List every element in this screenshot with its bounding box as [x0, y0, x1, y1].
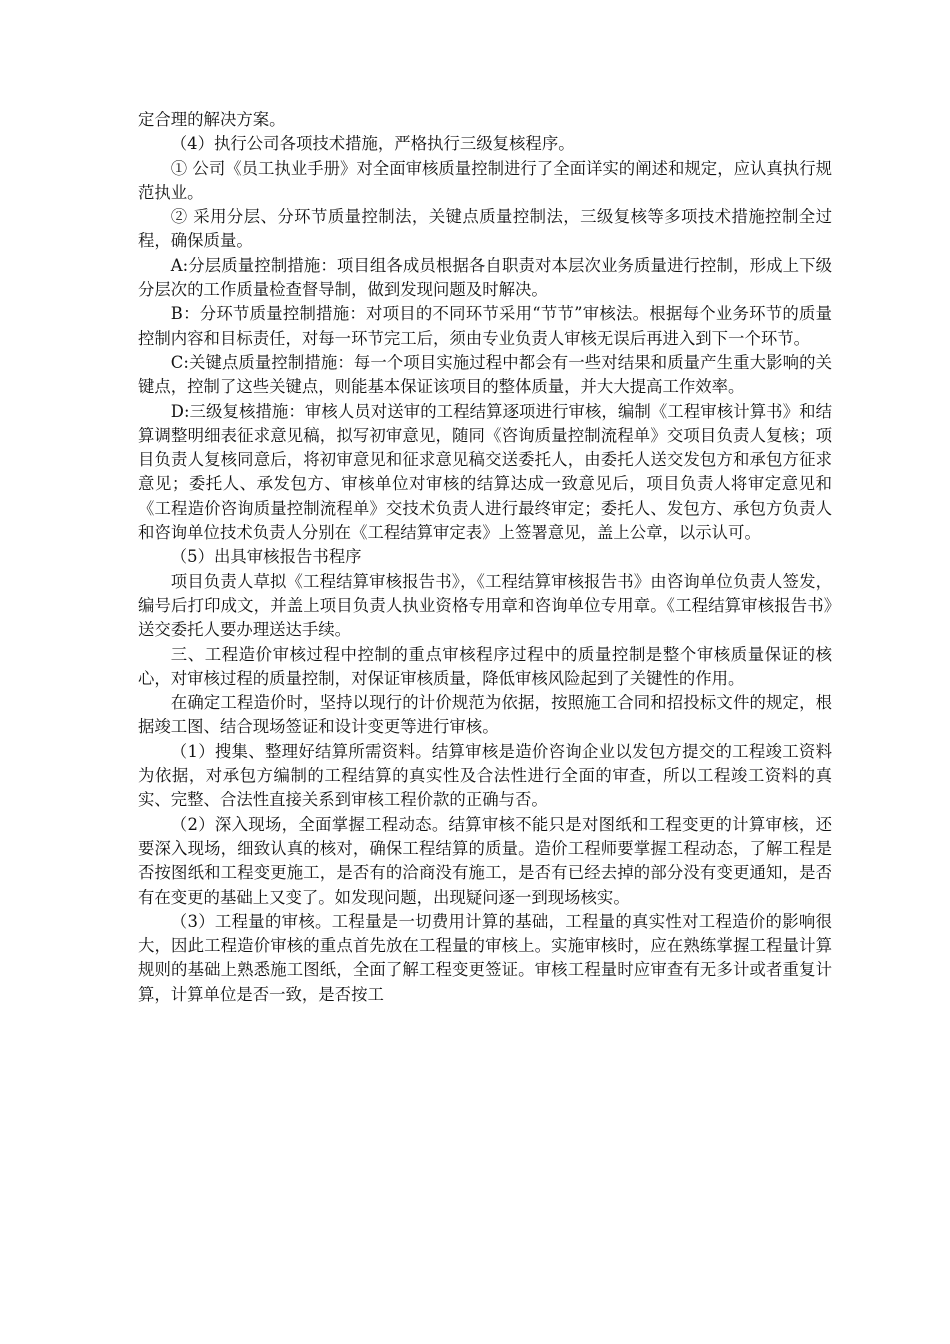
paragraph-4: ② 采用分层、分环节质量控制法，关键点质量控制法，三级复核等多项技术措施控制全过程，确保质量。 [138, 207, 832, 251]
document-body [138, 108, 832, 1007]
paragraph-12: 在确定工程造价时，坚持以现行的计价规范为依据，按照施工合同和招投标文件的规定，根据竣工图、结合现场签证和设计变更等进行审核。 [138, 693, 832, 737]
paragraph-13: （1）搜集、整理好结算所需资料。结算审核是造价咨询企业以发包方提交的工程竣工资料为依据，对承包方编制的工程结算的真实性及合法性进行全面的审查，所以工程竣工资料的真实、完整、合法性直接关系到审核工程价款的正确与否。 [138, 741, 832, 810]
paragraph-5: A:分层质量控制措施：项目组各成员根据各自职责对本层次业务质量进行控制，形成上下级分层次的工作质量检查督导制，做到发现问题及时解决。 [138, 255, 832, 300]
paragraph-1: 定合理的解决方案。 [138, 110, 286, 129]
paragraph-9: （5）出具审核报告书程序 [170, 547, 362, 567]
paragraph-14: （2）深入现场，全面掌握工程动态。结算审核不能只是对图纸和工程变更的计算审核，还要深入现场，细致认真的核对，确保工程结算的质量。造价工程师要掌握工程动态，了解工程是否按图纸和工程变更施工，是否有的洽商没有施工，是否有已经去掉的部分没有变更通知，是否有在变更的基础上又变了。如发现问题，出现疑问逐一到现场核实。 [138, 814, 832, 907]
paragraph-10: 项目负责人草拟《工程结算审核报告书》，《工程结算审核报告书》由咨询单位负责人签发，编号后打印成文，并盖上项目负责人执业资格专用章和咨询单位专用章。《工程结算审核报告书》送交委托人要办理送达手续。 [138, 571, 832, 640]
paragraph-3: ① 公司《员工执业手册》对全面审核质量控制进行了全面详实的阐述和规定，应认真执行规范执业。 [138, 158, 832, 202]
paragraph-2: （4）执行公司各项技术措施，严格执行三级复核程序。 [170, 134, 575, 154]
paragraph-6: B：分环节质量控制措施：对项目的不同环节采用“节节”审核法。根据每个业务环节的质量控制内容和目标责任，对每一环节完工后，须由专业负责人审核无误后再进入到下一个环节。 [138, 304, 832, 348]
paragraph-8: D:三级复核措施：审核人员对送审的工程结算逐项进行审核，编制《工程审核计算书》和结算调整明细表征求意见稿，拟写初审意见，随同《咨询质量控制流程单》交项目负责人复核；项目负责人复核同意后，将初审意见和征求意见稿交送委托人，由委托人送交发包方和承包方征求意见；委托人、承发包方、审核单位对审核的结算达成一致意见后，项目负责人将审定意见和《工程造价咨询质量控制流程单》交技术负责人进行最终审定；委托人、发包方、承包方负责人和咨询单位技术负责人分别在《工程结算审定表》上签署意见，盖上公章，以示认可。 [138, 401, 832, 543]
paragraph-7: C:关键点质量控制措施：每一个项目实施过程中都会有一些对结果和质量产生重大影响的关键点，控制了这些关键点，则能基本保证该项目的整体质量，并大大提高工作效率。 [138, 352, 832, 397]
paragraph-11: 三、工程造价审核过程中控制的重点审核程序过程中的质量控制是整个审核质量保证的核心，对审核过程的质量控制，对保证审核质量，降低审核风险起到了关键性的作用。 [138, 644, 832, 688]
paragraph-15: （3）工程量的审核。工程量是一切费用计算的基础，工程量的真实性对工程造价的影响很大，因此工程造价审核的重点首先放在工程量的审核上。实施审核时，应在熟练掌握工程量计算规则的基础上熟悉施工图纸，全面了解工程变更签证。审核工程量时应审查有无多计或者重复计算，计算单位是否一致，是否按工 [138, 911, 832, 1004]
